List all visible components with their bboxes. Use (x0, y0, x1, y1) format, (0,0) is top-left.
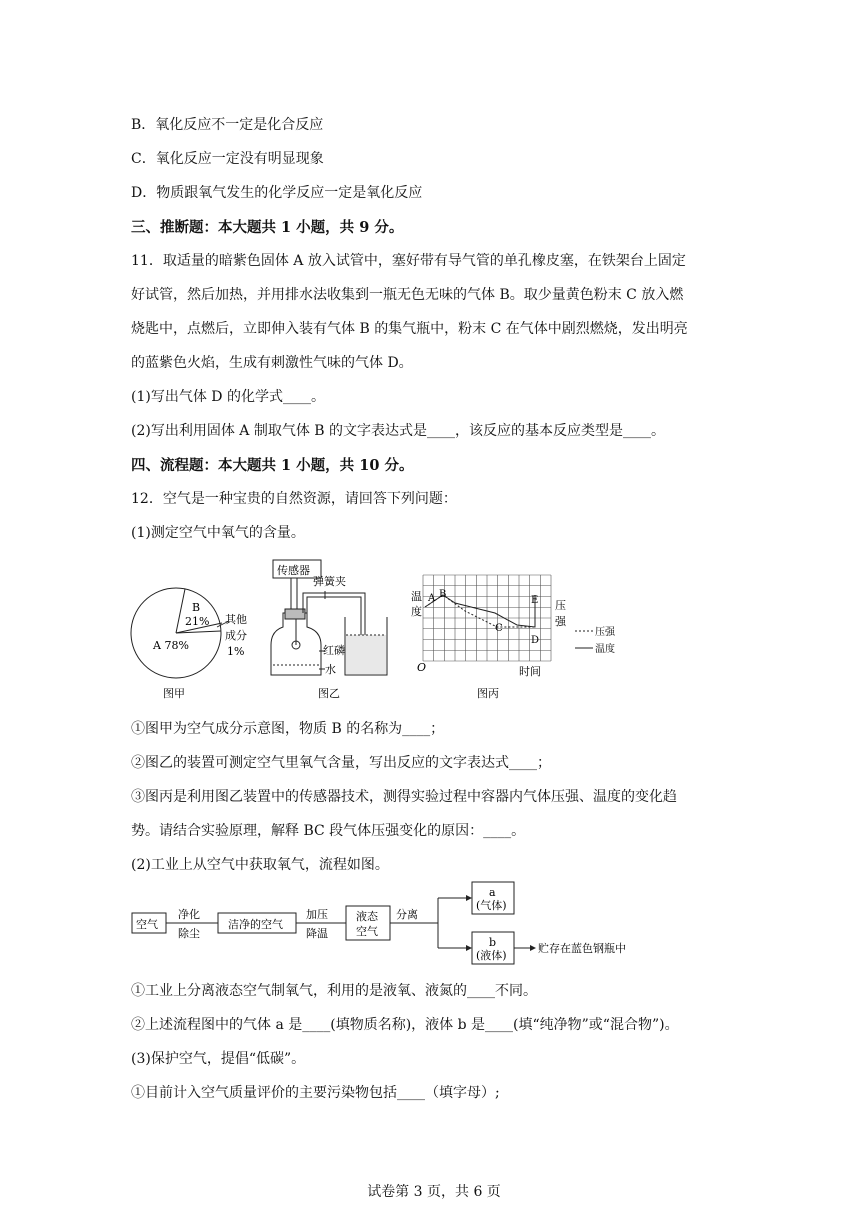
q11-text-1: 11．取适量的暗紫色固体 A 放入试管中，塞好带有导气管的单孔橡皮塞，在铁架台上固定 (131, 253, 686, 269)
flow-step2b: 降温 (306, 927, 328, 940)
q11-text-3: 烧匙中，点燃后，立即伸入装有气体 B 的集气瓶中，粉末 C 在气体中剧烈燃烧，发出明亮 (131, 321, 688, 337)
q12-sub-2: (2)工业上从空气中获取氧气，流程如图。 (131, 857, 389, 873)
flow-clean: 洁净的空气 (228, 918, 283, 931)
section-3-heading: 三、推断题：本大题共 1 小题，共 9 分。 (131, 219, 404, 236)
origin-label: O (417, 661, 427, 674)
flow-store: 贮存在蓝色钢瓶中 (538, 942, 626, 955)
fig-bing-graph (411, 575, 616, 700)
legend-pressure: 压强 (595, 627, 615, 638)
clip-label: 弹簧夹 (313, 575, 346, 588)
point-a: A (428, 593, 436, 604)
pie-b-pct: 21% (185, 615, 210, 628)
option-c: C．氧化反应一定没有明显现象 (131, 151, 324, 167)
pie-a-label: A 78% (153, 639, 189, 652)
option-d: D．物质跟氧气发生的化学反应一定是氧化反应 (131, 185, 423, 201)
pie-other-1: 其他 (225, 613, 247, 626)
point-e: E (531, 595, 539, 606)
sensor-label: 传感器 (277, 564, 310, 577)
q12-c3b: 势。请结合实验原理，解释 BC 段气体压强变化的原因：____。 (131, 823, 526, 839)
axis-pressure-2: 强 (555, 615, 566, 628)
flow-sep: 分离 (396, 908, 418, 921)
point-c: C (495, 623, 503, 634)
q12-c1: ①图甲为空气成分示意图，物质 B 的名称为____； (131, 721, 445, 737)
pie-other-3: 1% (227, 645, 245, 658)
q12-c2: ②图乙的装置可测定空气里氧气含量，写出反应的文字表达式____； (131, 755, 551, 771)
q11-text-4: 的蓝紫色火焰，生成有刺激性气味的气体 D。 (131, 355, 413, 371)
q12-p1: ①目前计入空气质量评价的主要污染物包括____（填字母）; (131, 1085, 500, 1101)
flow-b2: (液体) (476, 949, 507, 962)
flow-air: 空气 (136, 918, 158, 931)
axis-temp-1: 温 (411, 590, 422, 603)
flow-step2a: 加压 (306, 908, 328, 921)
point-b: B (439, 589, 447, 600)
time-label: 时间 (519, 665, 541, 678)
flow-liq2: 空气 (356, 925, 378, 938)
phosphorus-label: 红磷 (323, 644, 345, 657)
pie-b-label: B (192, 601, 201, 614)
point-d: D (531, 635, 540, 646)
q11-sub-1: (1)写出气体 D 的化学式____。 (131, 389, 325, 405)
flow-chart (128, 878, 668, 968)
fig-jia-pie (131, 588, 247, 700)
section-4-heading: 四、流程题：本大题共 1 小题，共 10 分。 (131, 457, 414, 474)
fig-jia-caption: 图甲 (163, 687, 185, 700)
fig-yi-caption: 图乙 (318, 687, 340, 700)
q12-sub-1: (1)测定空气中氧气的含量。 (131, 525, 305, 541)
pie-other-2: 成分 (225, 629, 247, 642)
flow-step1b: 除尘 (178, 927, 200, 940)
figures-row (125, 555, 665, 705)
option-b: B．氧化反应不一定是化合反应 (131, 117, 324, 133)
axis-temp-2: 度 (411, 605, 422, 618)
flow-a1: a (489, 886, 496, 899)
fig-bing-caption: 图丙 (477, 687, 499, 700)
q12-sub-3: (3)保护空气，提倡“低碳”。 (131, 1051, 306, 1067)
q12-text: 12．空气是一种宝贵的自然资源，请回答下列问题： (131, 491, 457, 507)
q12-f2: ②上述流程图中的气体 a 是____(填物质名称)，液体 b 是____(填“纯净物”或“混合物”)。 (131, 1017, 679, 1033)
q11-text-2: 好试管，然后加热，并用排水法收集到一瓶无色无味的气体 B。取少量黄色粉末 C 放入燃 (131, 287, 684, 303)
q12-f1: ①工业上分离液态空气制氧气，利用的是液氧、液氮的____不同。 (131, 983, 537, 999)
flow-liq1: 液态 (356, 910, 378, 923)
water-label: 水 (325, 663, 336, 676)
q11-sub-2: (2)写出利用固体 A 制取气体 B 的文字表达式是____，该反应的基本反应类型是____。 (131, 423, 666, 439)
page-footer: 试卷第 3 页，共 6 页 (367, 1184, 501, 1200)
legend-temp: 温度 (595, 644, 615, 655)
fig-yi-apparatus (271, 560, 387, 700)
q12-c3a: ③图丙是利用图乙装置中的传感器技术，测得实验过程中容器内气体压强、温度的变化趋 (131, 789, 677, 805)
flow-b1: b (489, 936, 497, 949)
flow-a2: (气体) (476, 899, 507, 912)
flow-step1a: 净化 (178, 908, 200, 921)
axis-pressure-1: 压 (555, 599, 566, 612)
